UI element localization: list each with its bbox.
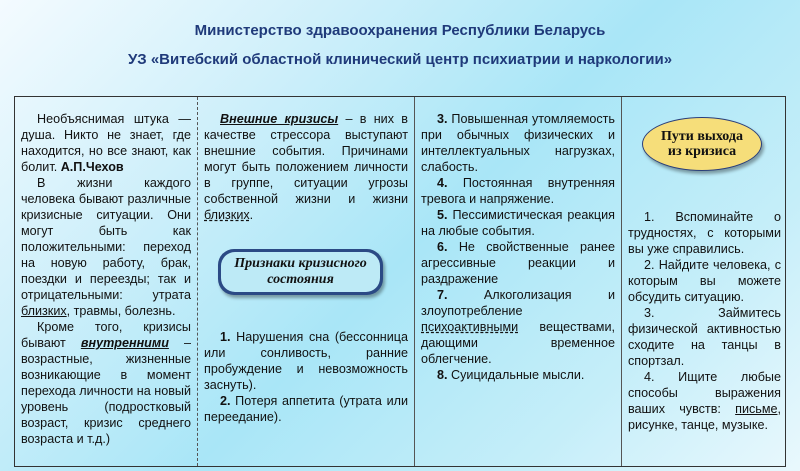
- column-2: [198, 97, 415, 466]
- list-item: [421, 175, 615, 207]
- item-number: 6.: [437, 240, 448, 254]
- external-crises-end: .: [249, 208, 254, 222]
- item-text: Потеря аппетита (утрата или переедание).: [204, 394, 408, 424]
- column-4: [622, 97, 787, 466]
- item-number: 2.: [220, 394, 231, 408]
- chekhov-quote: [21, 111, 191, 175]
- ways-out-callout: [642, 117, 762, 171]
- item-text: Пессимистическая реакция на любые события.: [421, 208, 615, 238]
- institution-title: УЗ «Витебский областной клинический центр психиатрии и наркологии»: [127, 51, 673, 68]
- list-item: [628, 369, 781, 433]
- crisis-signs-callout: [218, 249, 383, 295]
- external-crises-text: – в них в качестве стрессора выступают внешние события. Причинами могут быть положением личности в группе, ситуации угрозы собственной жизни и жизни: [204, 112, 408, 206]
- list-item: [204, 393, 408, 425]
- crisis-signs-label: Признаки кризисного состояния: [234, 256, 367, 287]
- item-text: Нарушения сна (бессонница или сонливость, ранние пробуждение и невозможность заснуть).: [204, 330, 408, 392]
- item-text-end: , рисунке, танце, музыке.: [628, 402, 781, 432]
- underlined-word: близких: [21, 304, 67, 318]
- underlined-word: близких: [204, 208, 250, 222]
- item-number: 3.: [437, 112, 448, 126]
- life-crises-end: , травмы, болезнь.: [66, 304, 176, 318]
- item-text-end: веществами, дающими временное облегчение.: [421, 320, 615, 366]
- list-item: [421, 287, 615, 367]
- list-item: 1. Вспоминайте о трудностях, с которыми вы уже справились.: [628, 210, 781, 256]
- item-text: Суицидальные мысли.: [447, 368, 585, 382]
- item-text: Постоянная внутренняя тревога и напряжение.: [421, 176, 615, 206]
- life-crises-text: В жизни каждого человека бывают различные кризисные ситуации. Они могут быть как положительными: переход на новую работу, брак, поездки и переезды; так и отрицательными: утрата: [21, 176, 191, 302]
- list-item: [421, 207, 615, 239]
- item-text: Повышенная утомляемость при обычных физических и интеллектуальных нагрузках, слабость.: [421, 112, 615, 174]
- quote-author: А.П.Чехов: [60, 160, 124, 174]
- info-table: [14, 96, 786, 467]
- item-number: 4.: [437, 176, 448, 190]
- ways-out-list: [628, 209, 781, 433]
- item-text: Алкоголизация и злоупотребление: [421, 288, 615, 318]
- internal-crises-paragraph: [21, 319, 191, 447]
- ways-out-label: Пути выхода из кризиса: [661, 129, 743, 159]
- list-item: 3. Займитесь физической активностью сходите на танцы в спортзал.: [628, 306, 781, 368]
- list-item: [421, 111, 615, 175]
- item-number: 1.: [220, 330, 231, 344]
- external-crises-paragraph: [204, 111, 408, 223]
- item-number: 7.: [437, 288, 448, 302]
- internal-crises-term: внутренними: [80, 336, 169, 350]
- list-item: [421, 367, 615, 383]
- item-number: 8.: [437, 368, 448, 382]
- column-1: [15, 97, 198, 466]
- internal-crises-text: Кроме того, кризисы бывают: [21, 320, 191, 350]
- column-1-text: [21, 111, 191, 447]
- list-item: 2. Найдите человека, с которым вы можете обсудить ситуацию.: [628, 258, 781, 304]
- item-number: 5.: [437, 208, 448, 222]
- life-crises-paragraph: [21, 175, 191, 319]
- signs-list-2: [421, 111, 615, 383]
- external-crises-term: Внешние кризисы: [220, 112, 339, 126]
- item-text: Не свойственные ранее агрессивные реакции и раздражение: [421, 240, 615, 286]
- underlined-word: психоактивными: [421, 320, 519, 334]
- quote-text: Необъяснимая штука — душа. Никто не знает, где находится, но все знают, как болит.: [21, 112, 191, 174]
- item-text: 4. Ищите любые способы выражения ваших чувств:: [628, 370, 781, 416]
- signs-list-1: [204, 329, 408, 425]
- underlined-word: письме: [735, 402, 778, 416]
- list-item: [421, 239, 615, 287]
- column-3: [415, 97, 622, 466]
- internal-crises-end: – возрастные, жизненные возникающие в момент перехода личности на новый уровень (подростковый возраст, кризис среднего возраста и т.д.): [21, 336, 191, 446]
- ministry-title: Министерство здравоохранения Республики Беларусь: [194, 22, 606, 39]
- list-item: [204, 329, 408, 393]
